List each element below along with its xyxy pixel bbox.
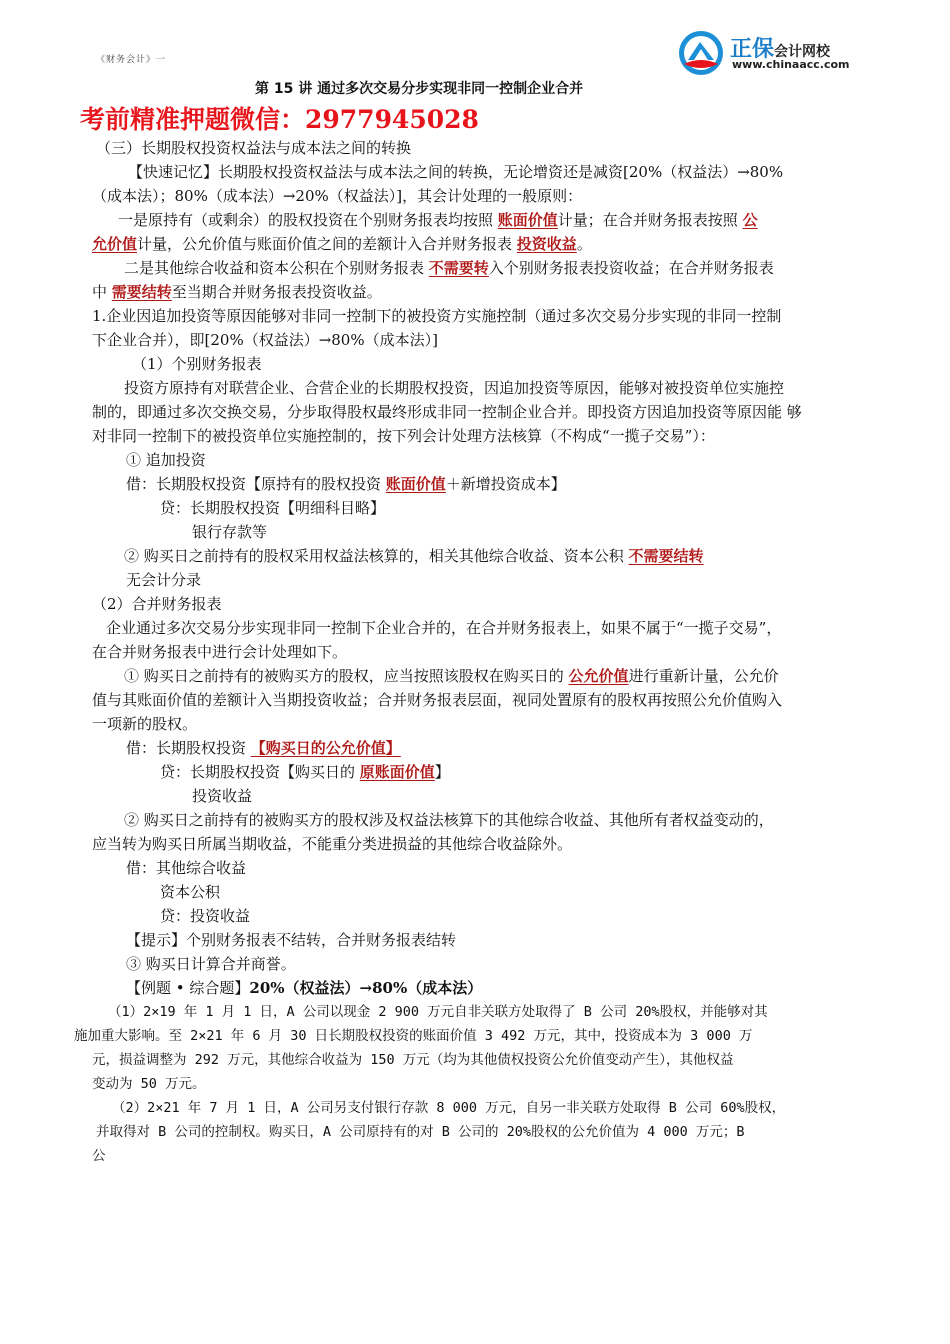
text-line: 企业通过多次交易分步实现非同一控制下企业合并的，在合并财务报表上，如果不属于“一揽子交易”，: [106, 619, 782, 637]
principle-two-line: 二是其他综合收益和资本公积在个别财务报表 不需要转入个别财务报表投资收益；在合并财务报表: [124, 259, 774, 277]
step-remeasure: ① 购买日之前持有的被购买方的股权，应当按照该股权在购买日的 公允价值进行重新计量，公允价: [124, 667, 779, 685]
journal-credit-line: 银行存款等: [192, 523, 268, 541]
item-1-line: 1.企业因追加投资等原因能够对非同一控制下的被投资方实施控制（通过多次交易分步实现的非同一控制: [92, 307, 782, 325]
example-line: 元，损益调整为 292 万元，其他综合收益为 150 万元（均为其他债权投资公允价值变动产生），其他权益: [92, 1052, 734, 1068]
journal-debit: 借：长期股权投资 【购买日的公允价值】: [126, 739, 401, 757]
keyword-fair-value-part: 公: [742, 211, 758, 229]
brand-logo[interactable]: [678, 28, 878, 78]
keyword-purchase-date-fair-value: 【购买日的公允价值】: [250, 739, 401, 757]
text-line: 无会计分录: [126, 571, 202, 589]
journal-debit: 借：长期股权投资【原持有的股权投资 账面价值＋新增投资成本】: [126, 475, 566, 493]
keyword-fair-value: 公允价值: [568, 667, 629, 685]
journal-credit: 贷：长期股权投资【购买日的 原账面价值】: [160, 763, 450, 781]
text-line: （成本法）；80%（成本法）→20%（权益法）]，其会计处理的一般原则：: [92, 187, 583, 205]
promo-banner: 考前精准押题微信：2977945028: [80, 105, 479, 134]
step-goodwill: ③ 购买日计算合并商誉。: [126, 955, 296, 973]
subheading-individual: （1）个别财务报表: [132, 355, 262, 373]
tip-line: 【提示】个别财务报表不结转，合并财务报表结转: [126, 931, 457, 949]
quick-memory-line: 【快速记忆】长期股权投资权益法与成本法之间的转换，无论增资还是减资[20%（权益法）→80%: [128, 163, 784, 181]
principle-two-cont: 中 需要结转至当期合并财务报表投资收益。: [92, 283, 382, 301]
keyword-need-transfer: 需要结转: [111, 283, 172, 301]
lecture-title: 第 15 讲 通过多次交易分步实现非同一控制企业合并: [255, 81, 584, 97]
keyword-book-value: 账面价值: [385, 475, 446, 493]
example-line: （1）2×19 年 1 月 1 日，A 公司以现金 2 900 万元自非关联方处取得了 B 公司 20%股权，并能够对其: [108, 1004, 768, 1020]
item-1-cont: 下企业合并），即[20%（权益法）→80%（成本法）]: [92, 331, 438, 349]
text-line: 在合并财务报表中进行会计处理如下。: [92, 643, 348, 661]
journal-debit-line: 资本公积: [160, 883, 221, 901]
step-equity-method: ② 购买日之前持有的股权采用权益法核算的，相关其他综合收益、资本公积 不需要结转: [124, 547, 704, 565]
principle-one-line: 一是原持有（或剩余）的股权投资在个别财务报表均按照 账面价值计量；在合并财务报表按照 公: [118, 211, 758, 229]
text-line: 对非同一控制下的被投资单位实施控制的，按下列会计处理方法核算（不构成“一揽子交易”）：: [92, 427, 715, 445]
brand-sub-text: 会计网校: [774, 44, 831, 60]
section-heading: （三）长期股权投资权益法与成本法之间的转换: [96, 139, 412, 157]
keyword-original-book-value: 原账面价值: [359, 763, 435, 781]
step-additional-investment: ① 追加投资: [126, 451, 206, 469]
chinaacc-logo-icon: [678, 30, 724, 76]
keyword-no-transfer: 不需要结转: [628, 547, 704, 565]
keyword-investment-income: 投资收益: [516, 235, 577, 253]
example-line: 变动为 50 万元。: [92, 1076, 206, 1092]
text-line: 值与其账面价值的差额计入当期投资收益；合并财务报表层面，视同处置原有的股权再按照公允价值购入: [92, 691, 783, 709]
example-line: 并取得对 B 公司的控制权。购买日，A 公司原持有的对 B 公司的 20%股权的公允价值为 4 000 万元；B: [96, 1124, 745, 1140]
journal-debit: 借：其他综合收益: [126, 859, 247, 877]
example-line: （2）2×21 年 7 月 1 日，A 公司另支付银行存款 8 000 万元，自另一非关联方处取得 B 公司 60%股权，: [112, 1100, 786, 1116]
example-line: 公: [92, 1148, 106, 1164]
keyword-book-value: 账面价值: [497, 211, 558, 229]
step-oci: ② 购买日之前持有的被购买方的股权涉及权益法核算下的其他综合收益、其他所有者权益变动的，: [124, 811, 774, 829]
journal-credit-line: 投资收益: [192, 787, 253, 805]
page-header-note: 《财务会计》一: [96, 55, 167, 64]
text-line: 应当转为购买日所属当期收益，不能重分类进损益的其他综合收益除外。: [92, 835, 573, 853]
principle-one-cont: 允价值计量，公允价值与账面价值之间的差额计入合并财务报表 投资收益。: [92, 235, 592, 253]
example-heading: 【例题 • 综合题】20%（权益法）→80%（成本法）: [126, 979, 483, 997]
keyword-fair-value-rest: 允价值: [92, 235, 138, 253]
brand-main-text: 正保: [730, 37, 775, 62]
example-line: 施加重大影响。至 2×21 年 6 月 30 日长期股权投资的账面价值 3 492 万元，其中，投资成本为 3 000 万: [74, 1028, 753, 1044]
text-line: 投资方原持有对联营企业、合营企业的长期股权投资，因追加投资等原因，能够对被投资单位实施控: [124, 379, 785, 397]
brand-url: www.chinaacc.com: [732, 58, 850, 71]
keyword-no-transfer: 不需要转: [428, 259, 489, 277]
text-line: 制的，即通过多次交换交易，分步取得股权最终形成非同一控制企业合并。即投资方因追加投资等原因能 够: [92, 403, 802, 421]
text-line: 一项新的股权。: [92, 715, 198, 733]
subheading-consolidated: （2）合并财务报表: [92, 595, 222, 613]
journal-credit: 贷：投资收益: [160, 907, 251, 925]
journal-credit: 贷：长期股权投资【明细科目略】: [160, 499, 386, 517]
